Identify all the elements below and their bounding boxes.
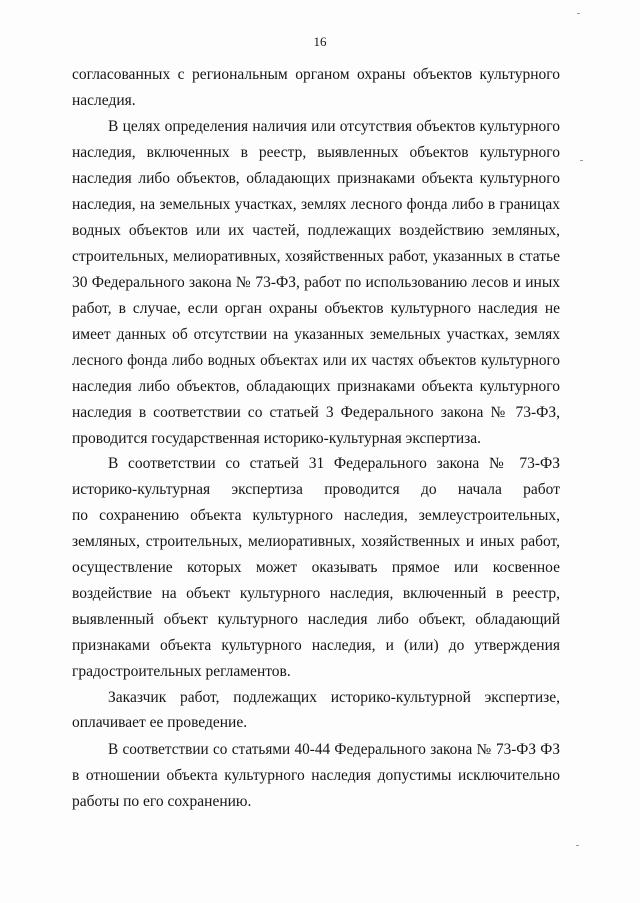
text-line: наследия, на земельных участках, землях лесного фонда либо в границах — [72, 196, 560, 213]
text-line: выявленный объект культурного наследия либо объект, обладающий — [72, 611, 560, 628]
text-line: воздействие на объект культурного наследия, включенный в реестр, — [72, 585, 560, 602]
text-line: земляных, строительных, мелиоративных, хозяйственных и иных работ, — [72, 533, 560, 550]
text-line: В соответствии со статьями 40-44 Федерального закона № 73-ФЗ ФЗ — [108, 741, 560, 758]
text-line: В соответствии со статьей 31 Федерального закона № 73-ФЗ — [108, 455, 560, 472]
text-line: согласованных с региональным органом охраны объектов культурного — [72, 66, 560, 83]
text-line: работы по его сохранению. — [72, 793, 252, 810]
text-line: Заказчик работ, подлежащих историко-культурной экспертизе, — [108, 689, 560, 706]
text-line: наследия либо объектов, обладающих признаками объекта культурного — [72, 378, 560, 395]
scan-speck — [576, 845, 579, 846]
text-line: имеет данных об отсутствии на указанных земельных участках, землях — [72, 326, 560, 343]
scan-speck — [580, 160, 583, 161]
text-line: градостроительных регламентов. — [72, 663, 291, 680]
scan-speck — [577, 13, 580, 14]
text-line: историко-культурная экспертиза проводится до начала работ — [72, 481, 560, 498]
text-line: водных объектов или их частей, подлежащих воздействию земляных, — [72, 222, 560, 239]
text-line: работ, в случае, если орган охраны объектов культурного наследия не — [72, 300, 560, 317]
text-line: в отношении объекта культурного наследия допустимы исключительно — [72, 767, 560, 784]
page-number: 16 — [313, 34, 327, 49]
text-line: В целях определения наличия или отсутствия объектов культурного — [108, 118, 560, 135]
text-line: наследия в соответствии со статьей 3 Федерального закона № 73-ФЗ, — [72, 404, 560, 421]
text-line: наследия либо объектов, обладающих признаками объекта культурного — [72, 170, 560, 187]
text-line: строительных, мелиоративных, хозяйственных работ, указанных в статье — [72, 248, 560, 265]
text-line: лесного фонда либо водных объектах или их частях объектов культурного — [72, 352, 560, 369]
text-line: 30 Федерального закона № 73-ФЗ, работ по использованию лесов и иных — [72, 274, 560, 291]
text-line: оплачивает ее проведение. — [72, 714, 248, 731]
text-line: наследия. — [72, 92, 136, 109]
text-line: признаками объекта культурного наследия, и (или) до утверждения — [72, 637, 560, 654]
text-line: проводится государственная историко-культурная экспертиза. — [72, 430, 482, 447]
text-line: осуществление которых может оказывать прямое или косвенное — [72, 559, 560, 576]
text-line: по сохранению объекта культурного наследия, землеустроительных, — [72, 507, 560, 524]
text-line: наследия, включенных в реестр, выявленных объектов культурного — [72, 144, 560, 161]
